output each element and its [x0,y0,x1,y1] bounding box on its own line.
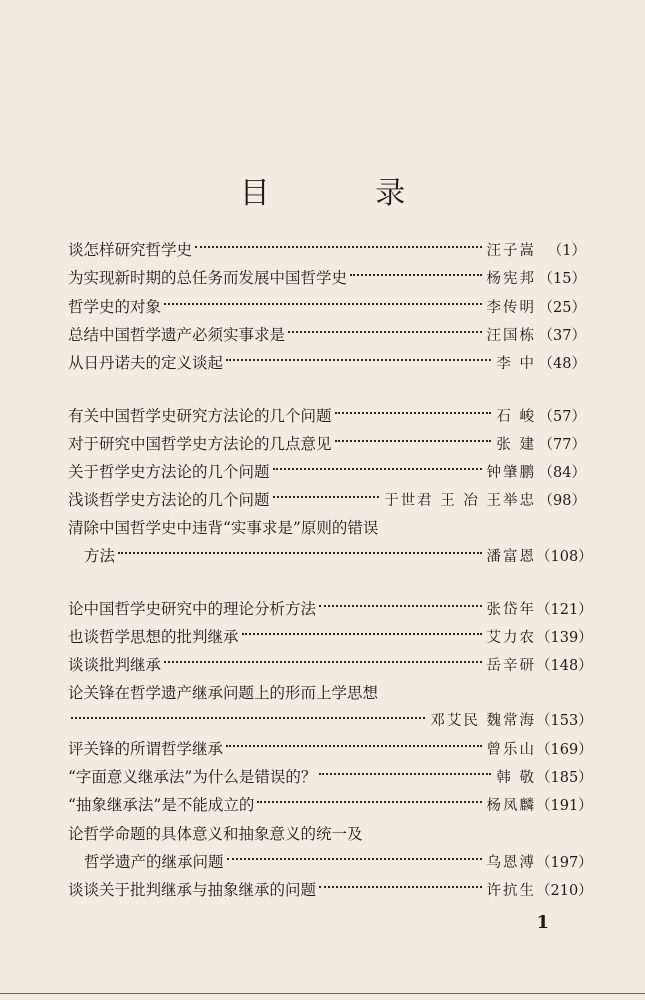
toc-entry [68,404,586,430]
entry-author: 汪子嵩 [486,243,536,259]
entry-title: 论哲学命题的具体意义和抽象意义的统一及 [68,825,363,843]
entry-page: （98） [538,493,586,509]
toc-entry [68,460,586,486]
dot-leader [164,303,481,305]
toc-entry [68,737,593,763]
entry-title: “抽象继承法”是不能成立的 [68,796,255,814]
entry-author: 邓艾民 魏常海 [430,713,536,729]
entry-title: 关于哲学史方法论的几个问题 [68,463,270,481]
dot-leader [350,274,481,276]
entry-title: 对于研究中国哲学史方法论的几点意见 [68,435,332,453]
entry-title: 论关锋在哲学遗产继承问题上的形而上学思想 [68,684,379,702]
entry-page: （48） [538,356,586,372]
toc-entry [68,709,593,735]
entry-page: （169） [536,742,593,758]
toc-entry [68,351,586,377]
entry-author: 李 中 [496,356,536,372]
entry-page: （25） [538,300,586,316]
toc-entry [68,432,586,458]
entry-title: 评关锋的所谓哲学继承 [68,740,224,758]
toc-entry [68,238,586,264]
bottom-rule [0,993,645,994]
entry-page: （108） [536,549,593,565]
entry-title: 从日丹诺夫的定义谈起 [68,354,224,372]
entry-page: （37） [538,328,586,344]
toc-entry [68,653,593,679]
toc-entry [68,488,586,514]
entry-page: （121） [536,602,593,618]
entry-page: （139） [536,630,593,646]
dot-leader [226,359,491,361]
toc-heading: 目 录 [239,176,454,211]
toc-entry [68,878,593,904]
dot-leader [319,886,481,888]
entry-author: 韩 敬 [496,770,536,786]
entry-page: （77） [538,437,586,453]
entry-title: 有关中国哲学史研究方法论的几个问题 [68,407,332,425]
entry-author: 杨宪邦 [486,271,536,287]
entry-author: 钟肇鹏 [486,465,536,481]
entry-page: （191） [536,798,593,814]
entry-author: 杨凤麟 [486,798,536,814]
dot-leader [319,605,481,607]
entry-author: 艾力农 [486,630,536,646]
entry-author: 石 峻 [496,409,536,425]
entry-title: 总结中国哲学遗产必须实事求是 [68,326,286,344]
toc-entry [68,765,593,791]
toc-entry [68,793,593,819]
dot-leader [288,331,481,333]
toc-entry [68,822,586,848]
entry-page: （84） [538,465,586,481]
dot-leader [227,858,482,860]
dot-leader [257,801,481,803]
toc-entry [68,597,593,623]
toc-entry [68,266,586,292]
dot-leader [319,773,491,775]
entry-title: 谈谈关于批判继承与抽象继承的问题 [68,881,317,899]
entry-page: （210） [536,883,593,899]
entry-title: 哲学史的对象 [68,298,162,316]
toc-entry [84,544,593,570]
entry-author: 岳辛研 [486,658,536,674]
entry-title: 浅谈哲学史方法论的几个问题 [68,491,270,509]
toc-entry [68,295,586,321]
entry-author: 曾乐山 [486,742,536,758]
dot-leader [71,717,425,719]
entry-title: 为实现新时期的总任务而发展中国哲学史 [68,269,348,287]
toc-entry [68,323,586,349]
dot-leader [118,552,481,554]
toc-entry [68,516,586,542]
dot-leader [226,745,481,747]
entry-page: （197） [536,855,593,871]
dot-leader [164,661,481,663]
entry-author: 乌恩溥 [486,855,536,871]
entry-page: （185） [536,770,593,786]
entry-author: 张 建 [496,437,536,453]
entry-title: 论中国哲学史研究中的理论分析方法 [68,600,317,618]
entry-author: 张岱年 [486,602,536,618]
entry-title: 谈谈批判继承 [68,656,162,674]
page-number: 1 [536,912,549,933]
entry-author: 许抗生 [486,883,536,899]
entry-title: 清除中国哲学史中违背“实事求是”原则的错误 [68,519,379,537]
entry-author: 汪国栋 [486,328,536,344]
entry-title: 哲学遗产的继承问题 [84,853,224,871]
entry-page: （1） [547,243,586,259]
toc-entry [84,850,593,876]
dot-leader [273,496,380,498]
entry-title: 方法 [84,547,116,565]
entry-page: （153） [536,713,593,729]
dot-leader [195,246,481,248]
dot-leader [242,633,482,635]
entry-author: 李传明 [486,300,536,316]
entry-author: 于世君 王 冶 王举忠 [384,493,536,509]
entry-title: “字面意义继承法”为什么是错误的？ [68,768,317,786]
entry-author: 潘富恩 [486,549,536,565]
dot-leader [273,468,482,470]
entry-page: （148） [536,658,593,674]
dot-leader [335,440,492,442]
entry-title: 也谈哲学思想的批判继承 [68,628,239,646]
toc-entry [68,625,593,651]
entry-page: （15） [538,271,586,287]
dot-leader [335,412,492,414]
entry-title: 谈怎样研究哲学史 [68,241,193,259]
entry-page: （57） [538,409,586,425]
toc-entry [68,681,586,707]
